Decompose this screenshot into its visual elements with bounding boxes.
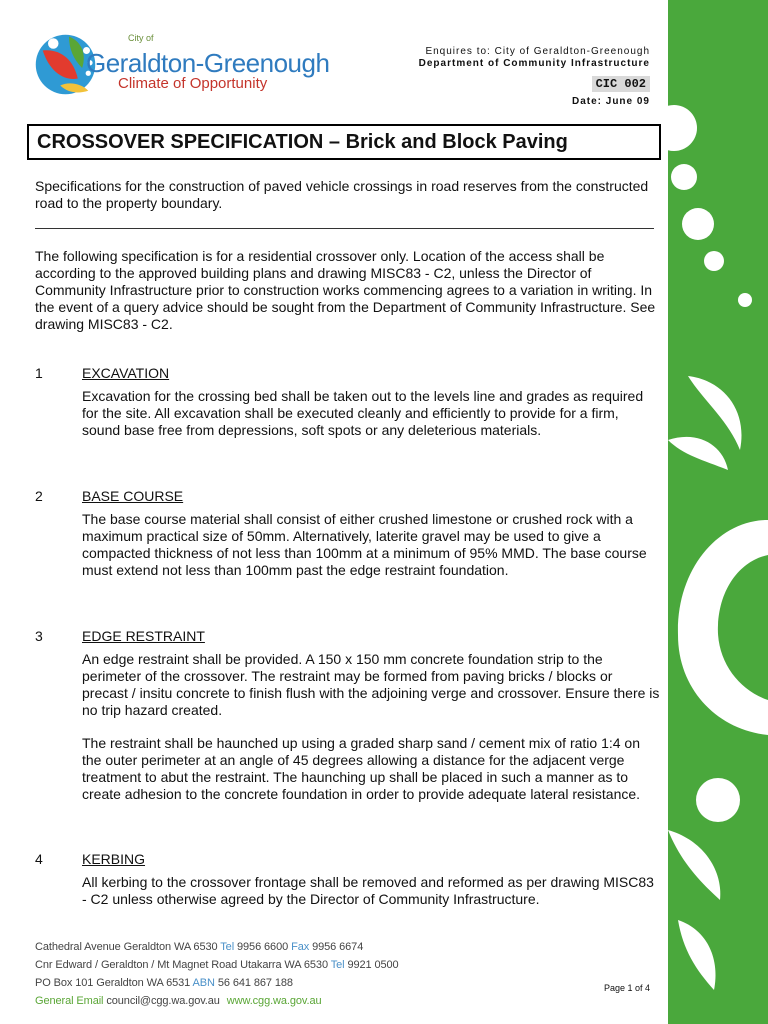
divider (35, 228, 654, 229)
abn-label: ABN (192, 977, 215, 989)
section-number: 2 (35, 488, 43, 504)
document-title: CROSSOVER SPECIFICATION – Brick and Block Paving (27, 124, 661, 160)
section-body: The base course material shall consist of either crushed limestone or crushed rock with a maximum practical size of 50mm. Alternatively, laterite gravel may be used to give a compacted thickness of not less than 100mm at a minimum of 95% MMD. The base course must extend not less than 100mm past the edge restraint foundation. (82, 511, 647, 578)
band-circle (704, 251, 724, 271)
footer-line-3 (35, 977, 293, 990)
footer-tel: 9956 6600 (237, 941, 289, 953)
scope-paragraph: The following specification is for a residential crossover only. Location of the access shall be according to the approved building plans and drawing MISC83 - C2, unless the Director of Community Infrastructure prior to construction works commencing agrees to a variation in writing. In the event of a query advice should be sought from the Department of Community Infrastructure. See drawing MISC83 - C2. (35, 248, 656, 332)
page-number: Page 1 of 4 (604, 983, 651, 993)
logo-city-label: City of (128, 33, 154, 43)
email-label: General Email (35, 995, 104, 1007)
header-enquiries: Enquires to: City of Geraldton-Greenough (425, 46, 650, 57)
footer-line-1 (35, 941, 363, 954)
document-code: CIC 002 (592, 76, 650, 92)
logo-tagline: Climate of Opportunity (118, 75, 268, 92)
section-heading-excavation: EXCAVATION (82, 365, 170, 381)
footer-email-link[interactable]: council@cgg.wa.gov.au (106, 995, 220, 1007)
section-body: An edge restraint shall be provided. A 150 x 150 mm concrete foundation strip to the perimeter of the crossover. The restraint may be formed from paving bricks / blocks or precast / insitu concrete to finish flush with the adjoining verge and crossover. Ensure there is no trip hazard created. (82, 651, 660, 718)
section-number: 1 (35, 365, 43, 381)
band-circle (696, 778, 740, 822)
section-body: The restraint shall be haunched up using a graded sharp sand / cement mix of ratio 1:4 on the outer perimeter at an angle of 45 degrees allowing a distance for the adjacent verge treatment to abut the restraint. The haunching up shall be placed in such a manner as to create adhesion to the concrete foundation in order to provide adequate lateral resistance. (82, 735, 641, 802)
fax-label: Fax (291, 941, 310, 953)
section-body: All kerbing to the crossover frontage shall be removed and reformed as per drawing MISC83 - C2 unless otherwise agreed by the Director of Community Infrastructure. (82, 874, 654, 907)
section-heading-kerbing: KERBING (82, 851, 146, 867)
footer-fax: 9956 6674 (312, 941, 364, 953)
footer-abn: 56 641 867 188 (217, 977, 293, 989)
section-number: 3 (35, 628, 43, 644)
band-circle (682, 208, 714, 240)
document-date: Date: June 09 (571, 96, 650, 107)
section-heading-edge-restraint: EDGE RESTRAINT (82, 628, 205, 644)
footer-address: PO Box 101 Geraldton WA 6531 (35, 977, 191, 989)
intro-paragraph: Specifications for the construction of paved vehicle crossings in road reserves from the constructed road to the property boundary. (35, 178, 649, 211)
section-heading-base-course: BASE COURSE (82, 488, 184, 504)
header-department: Department of Community Infrastructure (418, 58, 650, 69)
footer-address: Cathedral Avenue Geraldton WA 6530 (35, 941, 218, 953)
tel-label: Tel (330, 959, 345, 971)
tel-label: Tel (220, 941, 235, 953)
footer-website-link[interactable]: www.cgg.wa.gov.au (226, 995, 322, 1007)
footer-line-2 (35, 959, 399, 972)
section-body: Excavation for the crossing bed shall be taken out to the levels line and grades as required for the site. All excavation shall be executed cleanly and efficiently to provide for a firm, sound base free from depressions, soft spots or any deleterious materials. (82, 388, 644, 438)
footer-line-4 (35, 995, 321, 1008)
footer-tel: 9921 0500 (347, 959, 399, 971)
logo-name: Geraldton-Greenough (86, 48, 330, 78)
decorative-green-band (668, 0, 768, 1024)
section-number: 4 (35, 851, 43, 867)
footer-address: Cnr Edward / Geraldton / Mt Magnet Road Utakarra WA 6530 (35, 959, 328, 971)
band-circle (738, 293, 752, 307)
band-circle (671, 164, 697, 190)
